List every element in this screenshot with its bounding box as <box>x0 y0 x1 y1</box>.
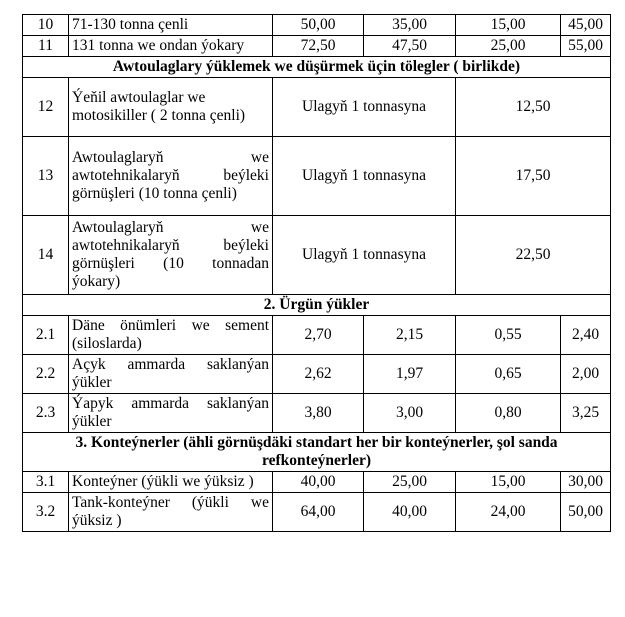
row-description: Tank-konteýner (ýükli we ýüksiz ) <box>69 493 273 532</box>
row-value-1: 3,80 <box>273 394 364 433</box>
row-number: 10 <box>23 15 69 36</box>
row-value-2: 35,00 <box>364 15 456 36</box>
row-value-2: 25,00 <box>364 472 456 493</box>
table-row <box>23 493 611 532</box>
row-unit: Ulagyň 1 tonnasyna <box>273 216 456 295</box>
row-value-3: 15,00 <box>456 15 561 36</box>
row-description: 131 tonna we ondan ýokary <box>69 36 273 57</box>
row-description: Ýeňil awtoulaglar we motosikiller ( 2 tonna çenli) <box>69 78 273 137</box>
row-value-1: 50,00 <box>273 15 364 36</box>
row-number: 12 <box>23 78 69 137</box>
section-title: 2. Ürgün ýükler <box>23 295 611 316</box>
row-number: 3.1 <box>23 472 69 493</box>
row-value-3: 0,80 <box>456 394 561 433</box>
row-value-1: 2,70 <box>273 316 364 355</box>
section-header <box>23 57 611 78</box>
table-row <box>23 355 611 394</box>
row-unit: Ulagyň 1 tonnasyna <box>273 78 456 137</box>
table-row <box>23 316 611 355</box>
row-value-3: 24,00 <box>456 493 561 532</box>
row-value-4: 30,00 <box>561 472 611 493</box>
row-description: Ýapyk ammarda saklanýan ýükler <box>69 394 273 433</box>
row-value-2: 47,50 <box>364 36 456 57</box>
row-price: 17,50 <box>456 137 611 216</box>
row-value-3: 25,00 <box>456 36 561 57</box>
table-row <box>23 15 611 36</box>
row-value-2: 3,00 <box>364 394 456 433</box>
table-row <box>23 137 611 216</box>
section-title: Awtoulaglary ýüklemek we düşürmek üçin tölegler ( birlikde) <box>23 57 611 78</box>
row-number: 3.2 <box>23 493 69 532</box>
row-price: 22,50 <box>456 216 611 295</box>
table-row <box>23 216 611 295</box>
table-row <box>23 36 611 57</box>
row-value-4: 55,00 <box>561 36 611 57</box>
row-value-3: 0,65 <box>456 355 561 394</box>
row-number: 11 <box>23 36 69 57</box>
row-description: 71-130 tonna çenli <box>69 15 273 36</box>
row-value-1: 64,00 <box>273 493 364 532</box>
row-value-3: 0,55 <box>456 316 561 355</box>
section-header <box>23 433 611 472</box>
table-row <box>23 472 611 493</box>
row-number: 2.3 <box>23 394 69 433</box>
tariff-document <box>22 14 610 532</box>
section-title: 3. Konteýnerler (ähli görnüşdäki standart her bir konteýnerler, şol sanda refkonteýnerler) <box>23 433 611 472</box>
row-description: Konteýner (ýükli we ýüksiz ) <box>69 472 273 493</box>
tariff-table <box>22 14 611 532</box>
row-value-2: 1,97 <box>364 355 456 394</box>
row-value-2: 2,15 <box>364 316 456 355</box>
row-value-1: 2,62 <box>273 355 364 394</box>
row-value-4: 45,00 <box>561 15 611 36</box>
table-row <box>23 394 611 433</box>
row-number: 13 <box>23 137 69 216</box>
row-value-2: 40,00 <box>364 493 456 532</box>
row-number: 2.1 <box>23 316 69 355</box>
row-unit: Ulagyň 1 tonnasyna <box>273 137 456 216</box>
row-description: Däne önümleri we sement (siloslarda) <box>69 316 273 355</box>
row-description: Awtoulaglaryň we awtotehnikalaryň beýleki görnüşleri (10 tonnadan ýokary) <box>69 216 273 295</box>
row-price: 12,50 <box>456 78 611 137</box>
row-value-4: 3,25 <box>561 394 611 433</box>
table-row <box>23 78 611 137</box>
row-value-3: 15,00 <box>456 472 561 493</box>
row-number: 14 <box>23 216 69 295</box>
row-value-1: 40,00 <box>273 472 364 493</box>
row-value-4: 2,00 <box>561 355 611 394</box>
row-value-4: 2,40 <box>561 316 611 355</box>
row-number: 2.2 <box>23 355 69 394</box>
row-description: Açyk ammarda saklanýan ýükler <box>69 355 273 394</box>
row-value-4: 50,00 <box>561 493 611 532</box>
row-description: Awtoulaglaryň we awtotehnikalaryň beýleki görnüşleri (10 tonna çenli) <box>69 137 273 216</box>
section-header <box>23 295 611 316</box>
row-value-1: 72,50 <box>273 36 364 57</box>
